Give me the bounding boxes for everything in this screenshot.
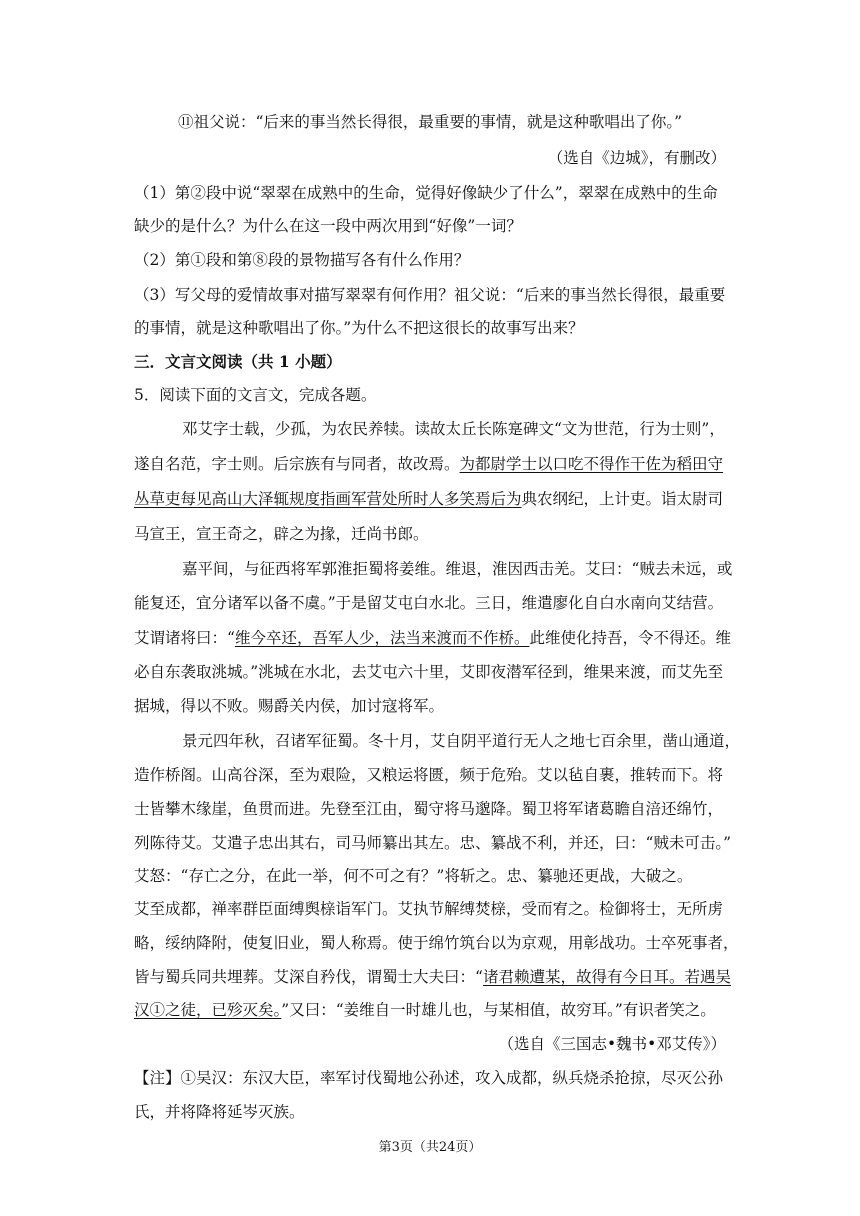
underlined-sentence-1: 为都尉学士以口吃不得作干佐为稻田守 bbox=[459, 455, 724, 473]
question-2: （2）第①段和第⑧段的景物描写各有什么作用？ bbox=[134, 251, 470, 269]
question-3-line-2: 的事情，就是这种歌唱出了你。”为什么不把这很长的故事写出来？ bbox=[134, 319, 584, 337]
text-p4-line-3: 皆与蜀兵同共埋葬。艾深自矜伐，谓蜀士大夫曰：“诸君赖遭某，故得有今日耳。若遇吴 bbox=[134, 968, 731, 986]
source-citation: （选自《边城》，有删改） bbox=[547, 149, 726, 167]
underlined-sentence-3: 诸君赖遭某，故得有今日耳。若遇吴 bbox=[482, 968, 731, 986]
text-p3-line-3: 士皆攀木缘崖，鱼贯而进。先登至江由，蜀守将马邈降。蜀卫将军诸葛瞻自涪还绵竹， bbox=[134, 800, 724, 818]
text-p3-line-4: 列陈待艾。艾遣子忠出其右，司马师纂出其左。忠、纂战不利，并还，曰：“贼未可击。” bbox=[134, 834, 732, 852]
text-p4-line-1: 艾至成都，禅率群臣面缚舆榇诣军门。艾执节解缚焚榇，受而宥之。检御将士，无所虏 bbox=[134, 900, 724, 918]
text-p4-line-2: 略，绥纳降附，使复旧业，蜀人称焉。使于绵竹筑台以为京观，用彰战功。士卒死事者， bbox=[134, 934, 739, 952]
source-citation-2: （选自《三国志•魏书•邓艾传》） bbox=[498, 1035, 726, 1053]
text-p1-line-4: 马宣王，宣王奇之，辟之为掾，迁尚书郎。 bbox=[134, 525, 429, 543]
text-p3-line-5: 艾怒：“存亡之分，在此一举，何不可之有？”将斩之。忠、纂驰还更战，大破之。 bbox=[134, 867, 693, 885]
text-p2-line-4: 必自东袭取洮城。”洮城在水北，去艾屯六十里，艾即夜潜军径到，维果来渡，而艾先至 bbox=[134, 663, 724, 681]
question-1-line-2: 缺少的是什么？为什么在这一段中两次用到“好像”一词？ bbox=[134, 217, 522, 235]
text-p1-line-2: 遂自名范，字士则。后宗族有与同者，故改焉。为都尉学士以口吃不得作干佐为稻田守 bbox=[134, 455, 724, 473]
paragraph-11: ⑪祖父说：“后来的事当然长得很，最重要的事情，就是这种歌唱出了你。” bbox=[178, 113, 683, 131]
question-1-line-1: （1）第②段中说“翠翠在成熟中的生命，觉得好像缺少了什么”，翠翠在成熟中的生命 bbox=[134, 184, 718, 202]
text-p2-line-3: 艾谓诸将曰：“维今卒还，吾军人少，法当来渡而不作桥。此维使化持吾，令不得还。维 bbox=[134, 629, 731, 647]
page-footer: 第3页（共24页） bbox=[378, 1140, 482, 1155]
note-line-1: 【注】①吴汉：东汉大臣，率军讨伐蜀地公孙述，攻入成都，纵兵烧杀抢掠，尽灭公孙 bbox=[134, 1069, 724, 1087]
underlined-sentence-3-cont: 汉①之徒，已殄灭矣。 bbox=[134, 1001, 282, 1019]
section-heading: 三．文言文阅读（共 1 小题） bbox=[134, 352, 342, 371]
text-p2-line-2: 能复还，宜分诸军以备不虞。”于是留艾屯白水北。三日，维遣廖化自白水南向艾结营。 bbox=[134, 594, 724, 612]
question-3-line-1: （3）写父母的爱情故事对描写翠翠有何作用？祖父说：“后来的事当然长得很，最重要 bbox=[134, 286, 726, 304]
text-p3-line-2: 造作桥阁。山高谷深，至为艰险，又粮运将匮，频于危殆。艾以毡自裹，推转而下。将 bbox=[134, 766, 724, 784]
question-5-prompt: 5．阅读下面的文言文，完成各题。 bbox=[134, 386, 377, 404]
text-p2-line-1: 嘉平间，与征西将军郭淮拒蜀将姜维。维退，淮因西击羌。艾曰：“贼去未远，或 bbox=[182, 560, 733, 578]
text-p3-line-1: 景元四年秋，召诸军征蜀。冬十月，艾自阴平道行无人之地七百余里，凿山通道， bbox=[182, 732, 741, 750]
underlined-sentence-1-cont: 丛草吏每见高山大泽辄规度指画军营处所时人多笑焉后为 bbox=[134, 490, 522, 508]
note-line-2: 氏，并将降将延岑灭族。 bbox=[134, 1103, 305, 1121]
underlined-sentence-2: 维今卒还，吾军人少，法当来渡而不作桥。 bbox=[234, 629, 530, 647]
text-p2-line-5: 据城，得以不败。赐爵关内侯，加讨寇将军。 bbox=[134, 697, 445, 715]
text-p1-line-3: 丛草吏每见高山大泽辄规度指画军营处所时人多笑焉后为典农纲纪，上计吏。诣太尉司 bbox=[134, 490, 724, 508]
text-p1-line-1: 邓艾字士载，少孤，为农民养犊。读故太丘长陈寔碑文“文为世范，行为士则”， bbox=[182, 420, 725, 438]
text-p4-line-4: 汉①之徒，已殄灭矣。”又曰：“姜维自一时雄儿也，与某相值，故穷耳。”有识者笑之。 bbox=[134, 1001, 716, 1019]
